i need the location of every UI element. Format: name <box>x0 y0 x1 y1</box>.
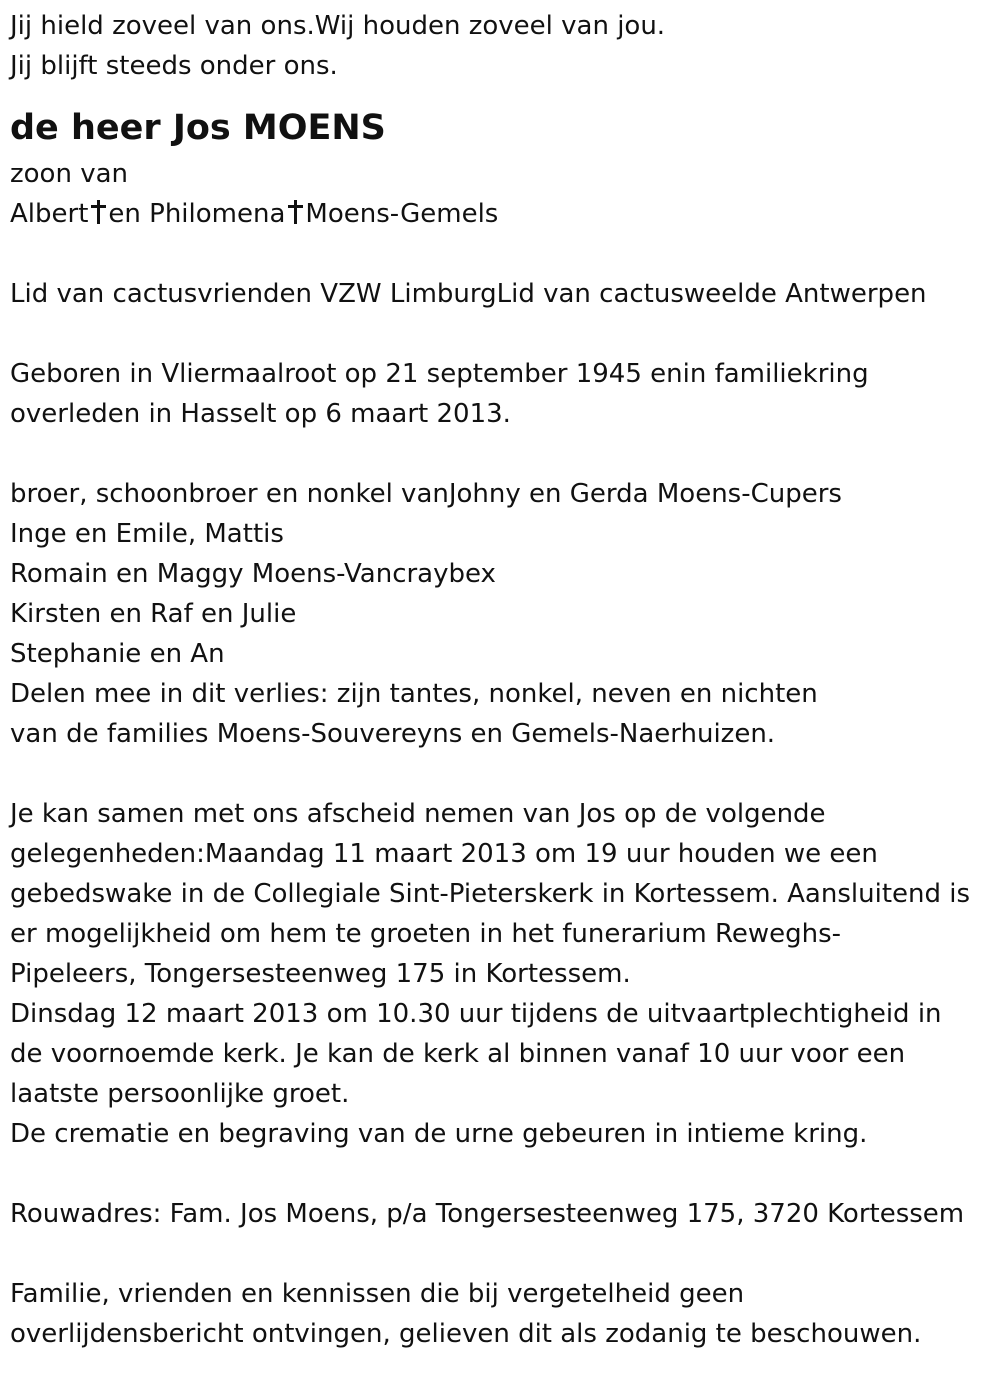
cross-icon <box>288 200 302 224</box>
mourning-address: Rouwadres: Fam. Jos Moens, p/a Tongersesteenweg 175, 3720 Kortessem <box>10 1199 965 1229</box>
ceremony-line: Je kan samen met ons afscheid nemen van Jos op de volgende <box>10 799 826 829</box>
father-name: Albert <box>10 199 89 229</box>
family-line: broer, schoonbroer en nonkel vanJohny en Gerda Moens-Cupers <box>10 479 842 509</box>
ceremony-line: Dinsdag 12 maart 2013 om 10.30 uur tijdens de uitvaartplechtigheid in <box>10 999 942 1029</box>
parents-line <box>10 194 1000 234</box>
intro-line-1: Jij hield zoveel van ons.Wij houden zoveel van jou. <box>10 11 666 41</box>
membership-line: Lid van cactusvrienden VZW LimburgLid van cactusweelde Antwerpen <box>10 279 927 309</box>
mother-name: en Philomena <box>108 199 286 229</box>
ceremony-line: De crematie en begraving van de urne gebeuren in intieme kring. <box>10 1119 868 1149</box>
ceremony-line: de voornoemde kerk. Je kan de kerk al binnen vanaf 10 uur voor een <box>10 1039 906 1069</box>
ceremony-line: gebedswake in de Collegiale Sint-Pieterskerk in Kortessem. Aansluitend is <box>10 879 971 909</box>
closing-line: Familie, vrienden en kennissen die bij vergetelheid geen <box>10 1279 745 1309</box>
ceremony-line: laatste persoonlijke groet. <box>10 1079 350 1109</box>
family-line: Stephanie en An <box>10 639 225 669</box>
deceased-name: de heer Jos MOENS <box>10 108 386 148</box>
parents-label: zoon van <box>10 159 129 189</box>
birth-line: Geboren in Vliermaalroot op 21 september 1945 enin familiekring <box>10 359 869 389</box>
family-line: Delen mee in dit verlies: zijn tantes, nonkel, neven en nichten <box>10 679 818 709</box>
cross-icon <box>91 200 105 224</box>
ceremony-line: Pipeleers, Tongersesteenweg 175 in Kortessem. <box>10 959 631 989</box>
family-surname: Moens-Gemels <box>305 199 499 229</box>
death-line: overleden in Hasselt op 6 maart 2013. <box>10 399 511 429</box>
closing-line: overlijdensbericht ontvingen, gelieven dit als zodanig te beschouwen. <box>10 1319 922 1349</box>
ceremony-line: gelegenheden:Maandag 11 maart 2013 om 19 uur houden we een <box>10 839 878 869</box>
family-line: Romain en Maggy Moens-Vancraybex <box>10 559 496 589</box>
family-line: Kirsten en Raf en Julie <box>10 599 297 629</box>
intro-line-2: Jij blijft steeds onder ons. <box>10 51 338 81</box>
ceremony-line: er mogelijkheid om hem te groeten in het funerarium Reweghs- <box>10 919 842 949</box>
family-line: Inge en Emile, Mattis <box>10 519 284 549</box>
family-line: van de families Moens-Souvereyns en Gemels-Naerhuizen. <box>10 719 776 749</box>
